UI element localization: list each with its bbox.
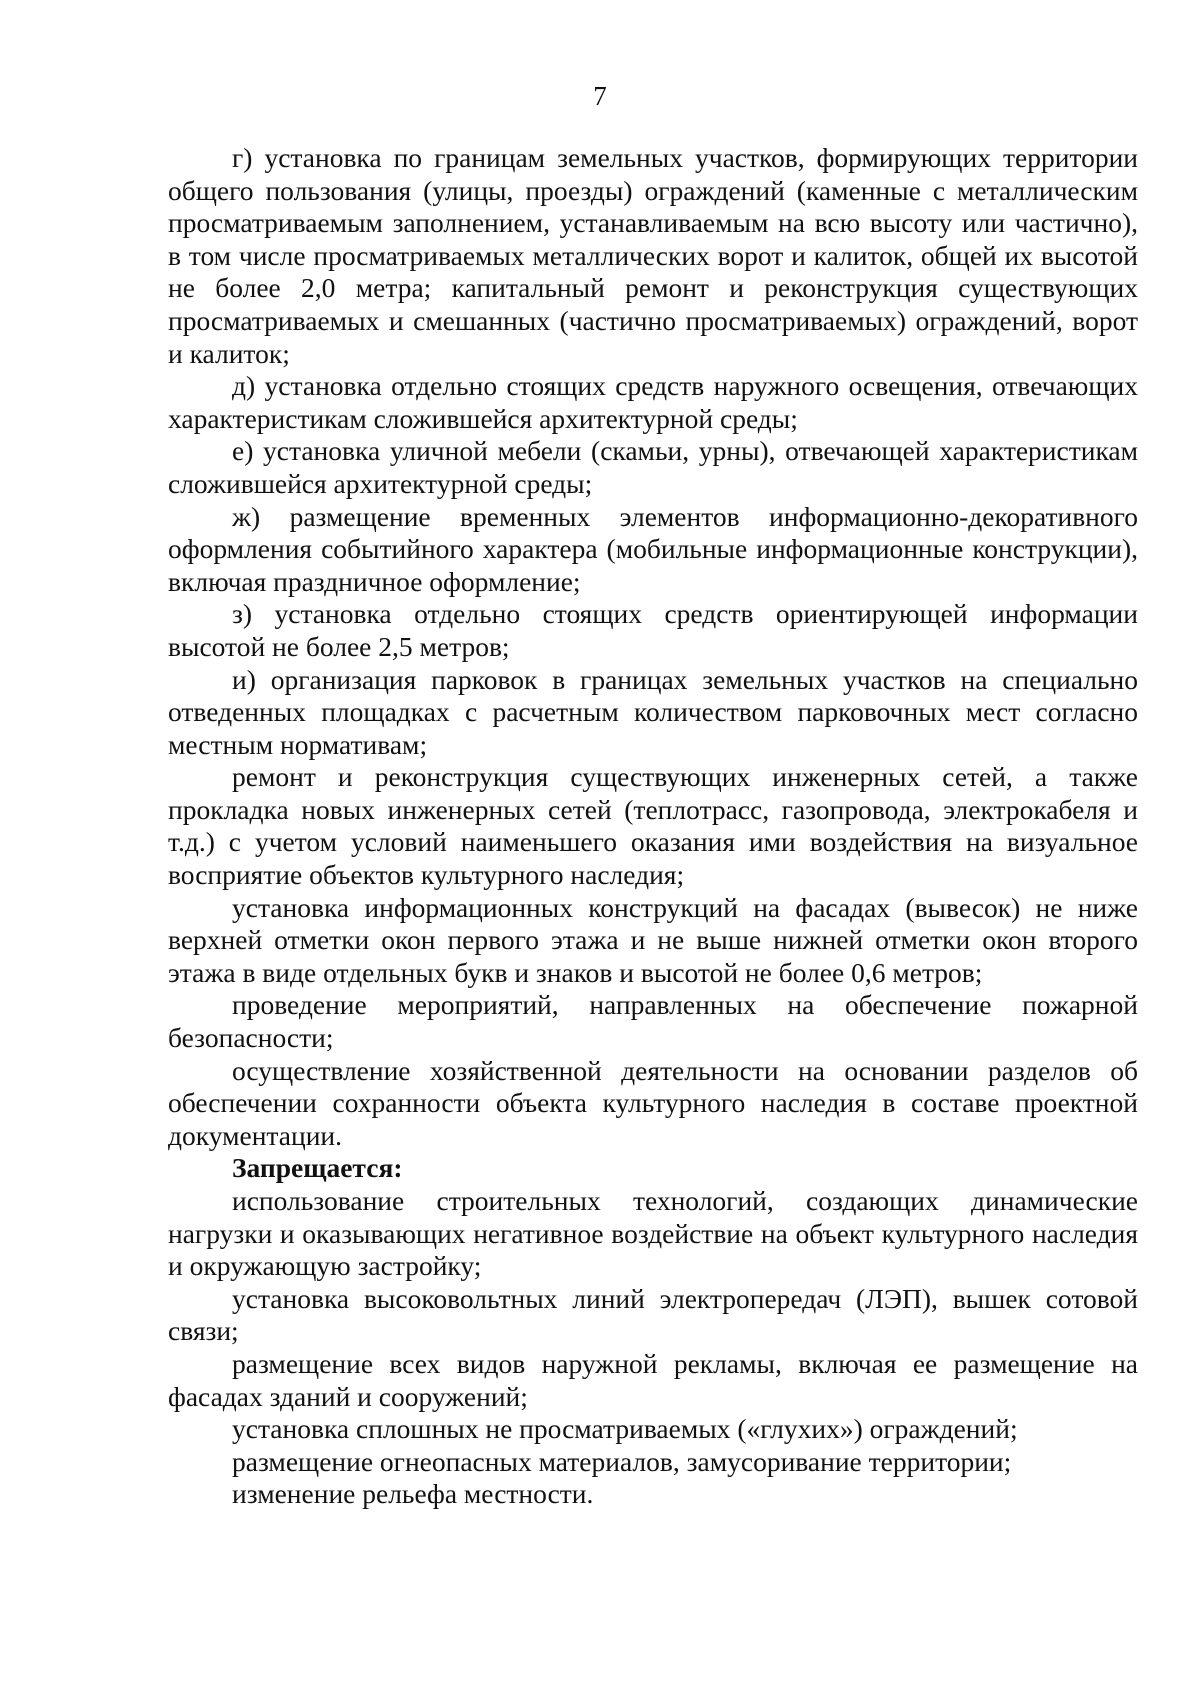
paragraph: размещение огнеопасных материалов, замусоривание территории;	[232, 1445, 1012, 1477]
paragraph: ремонт и реконструкция существующих инженерных сетей, а также прокладка новых инженерных сетей (теплотрасс, газопровода, электрокабеля и т.д.) с учетом условий наименьшего оказания ими воздействия на визуальное восприятие объектов культурного наследия;	[168, 761, 1138, 891]
paragraph: использование строительных технологий, создающих динамические нагрузки и оказывающих негативное воздействие на объект культурного наследия и окружающую застройку;	[168, 1185, 1138, 1282]
paragraph: установка сплошных не просматриваемых («глухих») ограждений;	[232, 1413, 1018, 1445]
paragraph: размещение всех видов наружной рекламы, включая ее размещение на фасадах зданий и сооружений;	[168, 1347, 1138, 1412]
paragraph: установка высоковольтных линий электропередач (ЛЭП), вышек сотовой связи;	[168, 1282, 1138, 1347]
paragraph: г) установка по границам земельных участков, формирующих территории общего пользования (улицы, проезды) ограждений (каменные с металлическим просматриваемым заполнением, устанавливаемым на всю высоту или частично), в том числе просматриваемых металлических ворот и калиток, общей их высотой не более 2,0 метра; капитальный ремонт и реконструкция существующих просматриваемых и смешанных (частично просматриваемых) ограждений, ворот и калиток;	[168, 142, 1138, 369]
paragraph: установка информационных конструкций на фасадах (вывесок) не ниже верхней отметки окон первого этажа и не выше нижней отметки окон второго этажа в виде отдельных букв и знаков и высотой не более 0,6 метров;	[168, 891, 1138, 988]
paragraph: з) установка отдельно стоящих средств ориентирующей информации высотой не более 2,5 метров;	[168, 598, 1138, 662]
paragraph: е) установка уличной мебели (скамьи, урны), отвечающей характеристикам сложившейся архитектурной среды;	[168, 435, 1138, 499]
paragraph: изменение рельефа местности.	[232, 1478, 594, 1510]
paragraph: ж) размещение временных элементов информационно-декоративного оформления событийного характера (мобильные информационные конструкции), включая праздничное оформление;	[168, 500, 1138, 597]
section-heading-prohibited: Запрещается:	[232, 1152, 403, 1184]
paragraph: и) организация парковок в границах земельных участков на специально отведенных площадках с расчетным количеством парковочных мест согласно местным нормативам;	[168, 663, 1138, 760]
page-number: 7	[593, 81, 607, 111]
paragraph: проведение мероприятий, направленных на обеспечение пожарной безопасности;	[168, 989, 1138, 1054]
paragraph: д) установка отдельно стоящих средств наружного освещения, отвечающих характеристикам сложившейся архитектурной среды;	[168, 370, 1138, 434]
document-body	[168, 142, 1138, 1511]
paragraph: осуществление хозяйственной деятельности на основании разделов об обеспечении сохранности объекта культурного наследия в составе проектной документации.	[168, 1054, 1138, 1151]
